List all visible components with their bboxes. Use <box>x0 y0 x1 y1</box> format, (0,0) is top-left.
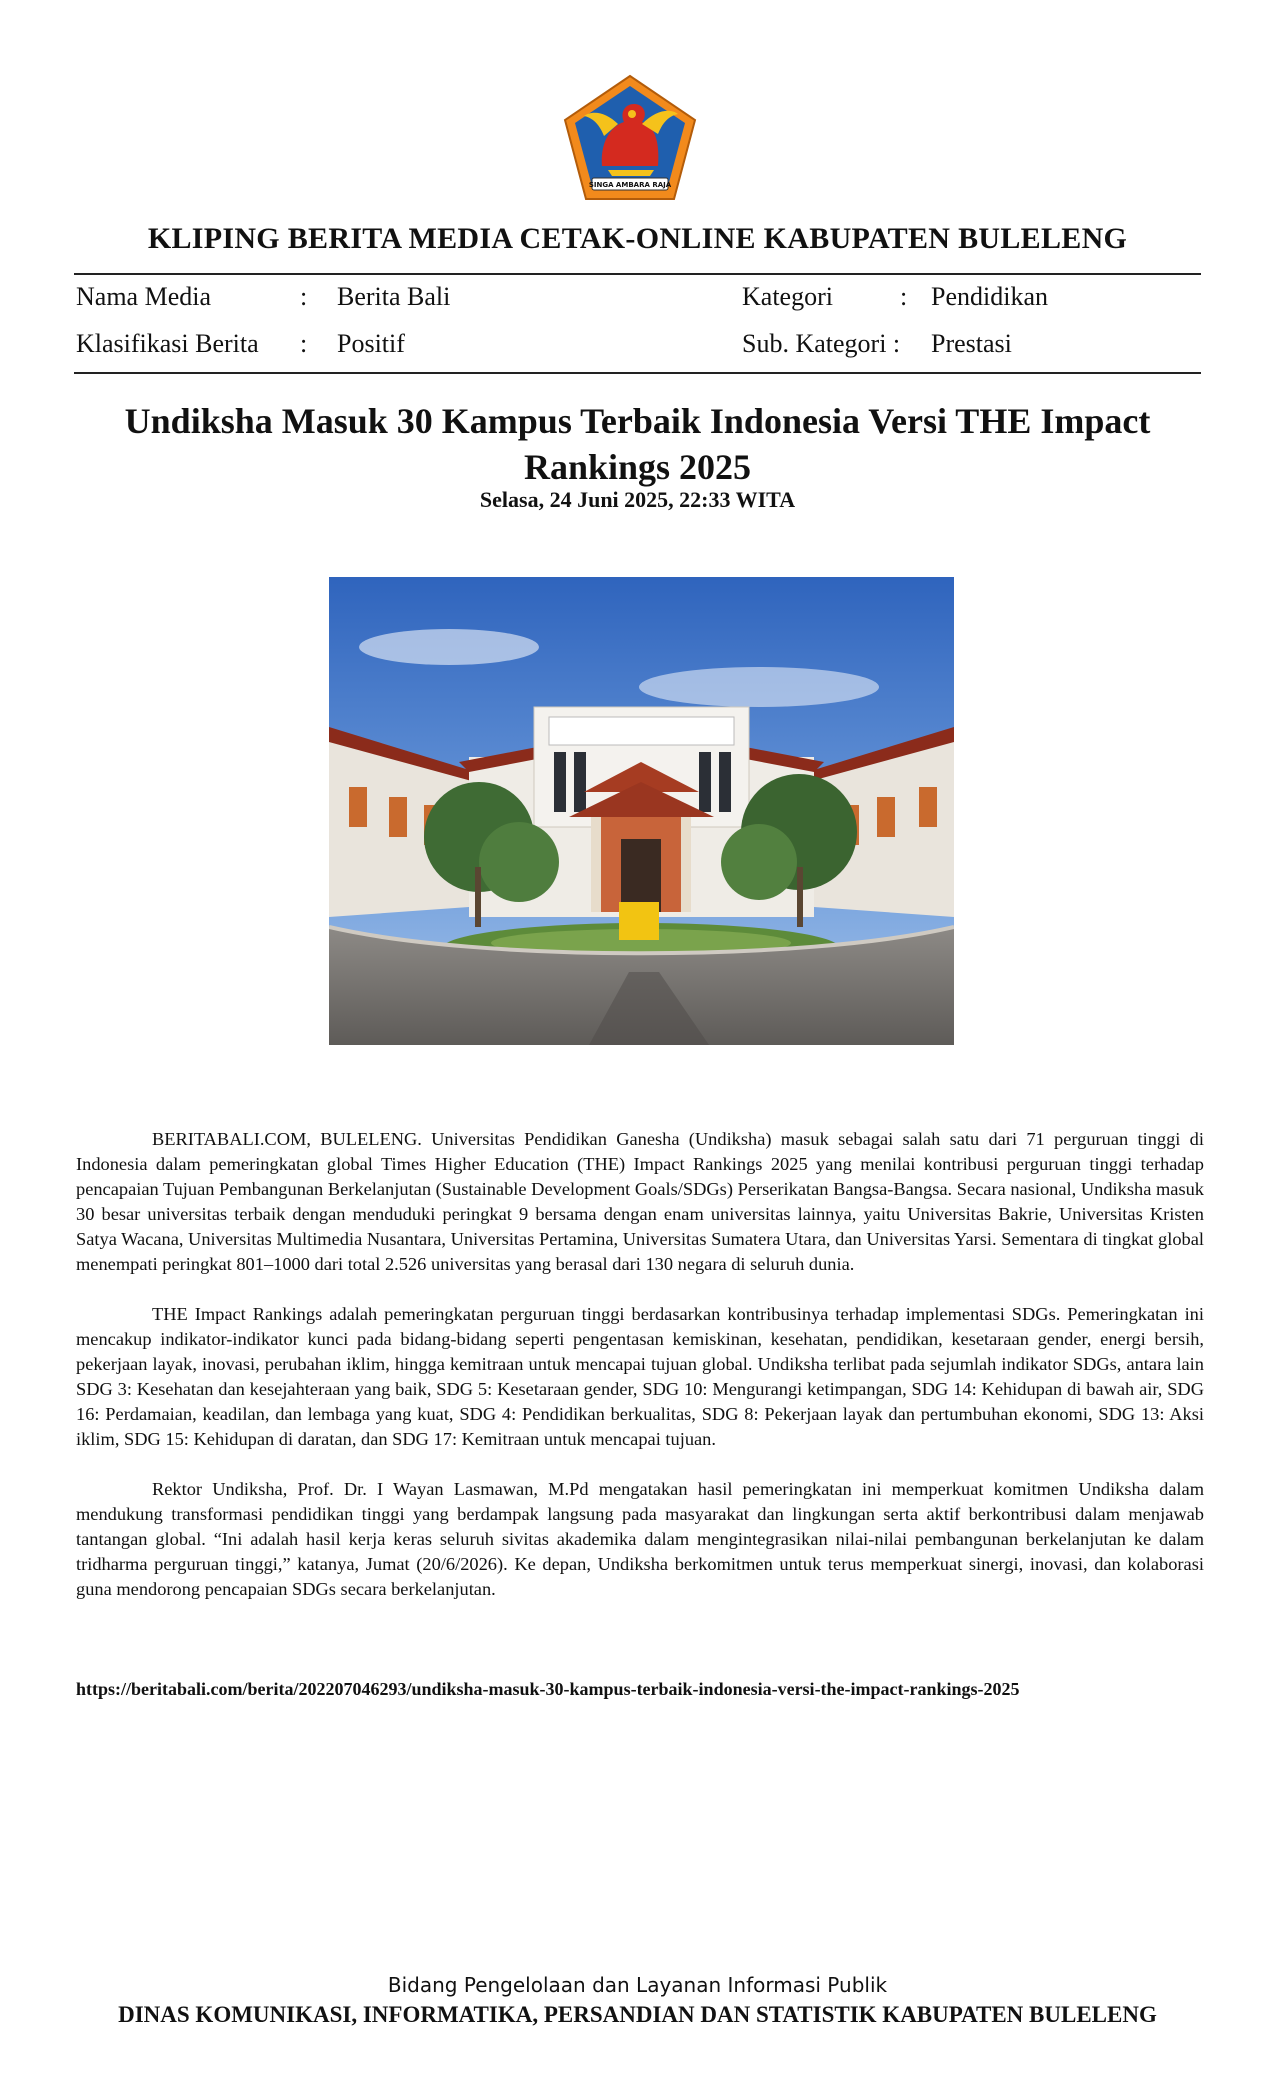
header-bottom-rule <box>74 372 1201 374</box>
source-url-link[interactable]: https://beritabali.com/berita/202207046293/undiksha-masuk-30-kampus-terbaik-indonesia-versi-the-impact-rankings-2025 <box>76 1679 1020 1699</box>
document-header-title: KLIPING BERITA MEDIA CETAK-ONLINE KABUPATEN BULELENG <box>147 222 1128 255</box>
article-paragraph-2: THE Impact Rankings adalah pemeringkatan perguruan tinggi berdasarkan kontribusinya terhadap implementasi SDGs. Pemeringkatan ini mencakup indikator-indikator kunci pada bidang-bidang seperti pengentasan kemiskinan, kesehatan, pendidikan, kesetaraan gender, energi bersih, pekerjaan layak, inovasi, perubahan iklim, hingga kemitraan untuk mencapai tujuan global. Undiksha terlibat pada sejumlah indikator SDGs, antara lain SDG 3: Kesehatan dan kesejahteraan yang baik, SDG 5: Kesetaraan gender, SDG 10: Mengurangi ketimpangan, SDG 14: Kehidupan di bawah air, SDG 16: Perdamaian, keadilan, dan lembaga yang kuat, SDG 4: Pendidikan berkualitas, SDG 8: Pekerjaan layak dan pertumbuhan ekonomi, SDG 13: Aksi iklim, SDG 15: Kehidupan di daratan, dan SDG 17: Kemitraan untuk mencapai tujuan. <box>76 1304 1204 1449</box>
klasifikasi-label: Klasifikasi Berita <box>76 329 259 358</box>
emblem-motto: SINGA AMBARA RAJA <box>588 181 672 189</box>
headline-line-1: Undiksha Masuk 30 Kampus Terbaik Indonesia Versi THE Impact <box>124 401 1151 441</box>
article-dateline: Selasa, 24 Juni 2025, 22:33 WITA <box>479 487 796 512</box>
footer-agency: DINAS KOMUNIKASI, INFORMATIKA, PERSANDIAN DAN STATISTIK KABUPATEN BULELENG <box>118 2002 1157 2027</box>
buleleng-regency-emblem-icon <box>562 74 698 202</box>
klasifikasi-value: Positif <box>337 329 405 358</box>
media-label: Nama Media <box>76 282 212 311</box>
kategori-label: Kategori <box>742 282 833 311</box>
media-colon: : <box>300 282 308 311</box>
subkategori-label: Sub. Kategori : <box>742 329 901 358</box>
article-paragraph-3: Rektor Undiksha, Prof. Dr. I Wayan Lasmawan, M.Pd mengatakan hasil pemeringkatan ini memperkuat komitmen Undiksha dalam mendukung transformasi pendidikan tinggi yang berdampak langsung pada masyarakat dan lingkungan serta aktif berkontribusi dalam menjawab tantangan global. “Ini adalah hasil kerja keras seluruh sivitas akademika dalam mengintegrasikan nilai-nilai pembangunan berkelanjutan ke dalam tridharma perguruan tinggi,” katanya, Jumat (20/6/2026). Ke depan, Undiksha berkomitmen untuk terus memperkuat sinergi, inovasi, dan kolaborasi guna mendorong pencapaian SDGs secara berkelanjutan. <box>76 1479 1204 1599</box>
klasifikasi-colon: : <box>300 329 308 358</box>
headline-line-2: Rankings 2025 <box>523 447 752 487</box>
article-headline <box>100 398 1175 490</box>
media-value: Berita Bali <box>337 282 451 311</box>
kategori-value: Pendidikan <box>931 282 1048 311</box>
header-top-rule <box>74 273 1201 275</box>
footer-department: Bidang Pengelolaan dan Layanan Informasi Publik <box>387 1973 888 1997</box>
subkategori-value: Prestasi <box>931 329 1012 358</box>
article-body <box>76 1127 1204 1627</box>
article-paragraph-1: BERITABALI.COM, BULELENG. Universitas Pendidikan Ganesha (Undiksha) masuk sebagai salah satu dari 71 perguruan tinggi di Indonesia dalam pemeringkatan global Times Higher Education (THE) Impact Rankings 2025 yang menilai kontribusi perguruan tinggi terhadap pencapaian Tujuan Pembangunan Berkelanjutan (Sustainable Development Goals/SDGs) Perserikatan Bangsa-Bangsa. Secara nasional, Undiksha masuk 30 besar universitas terbaik dengan menduduki peringkat 9 bersama dengan enam universitas lainnya, yaitu Universitas Bakrie, Universitas Kristen Satya Wacana, Universitas Multimedia Nusantara, Universitas Pertamina, Universitas Sumatera Utara, dan Universitas Yarsi. Sementara di tingkat global menempati peringkat 801–1000 dari total 2.526 universitas yang berasal dari 130 negara di seluruh dunia. <box>76 1129 1204 1274</box>
campus-building-photo <box>329 577 954 1045</box>
kategori-colon: : <box>900 282 908 311</box>
